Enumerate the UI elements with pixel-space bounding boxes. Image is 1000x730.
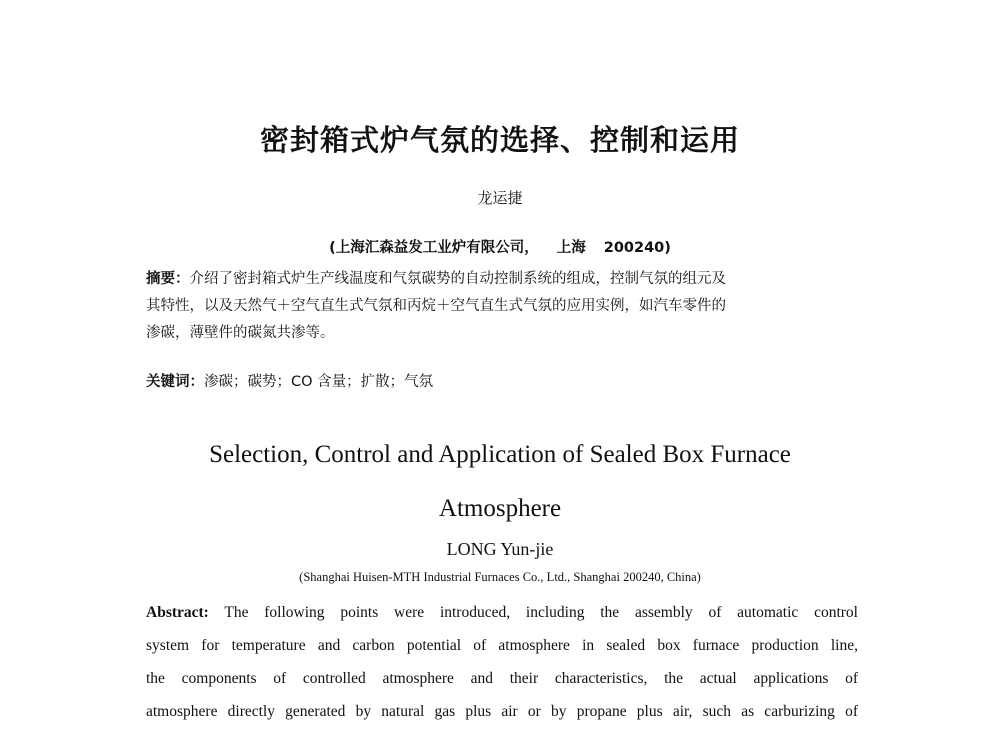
chinese-affiliation-city: 上海 (556, 240, 586, 256)
chinese-abstract (146, 266, 866, 347)
english-abstract-line: system for temperature and carbon potential of atmosphere in sealed box furnace production line, (146, 637, 858, 654)
chinese-author: 龙运捷 (477, 189, 523, 207)
chinese-abstract-line: 其特性，以及天然气＋空气直生式气氛和丙烷＋空气直生式气氛的应用实例，如汽车零件的 (146, 298, 726, 314)
english-abstract-line: the components of controlled atmosphere and their characteristics, the actual applications of (146, 670, 858, 687)
chinese-abstract-line (146, 266, 866, 293)
english-title-line-1: Selection, Control and Application of Sealed Box Furnace (209, 441, 791, 468)
chinese-abstract-text: 介绍了密封箱式炉生产线温度和气氛碳势的自动控制系统的组成，控制气氛的组元及 (189, 271, 726, 287)
english-affiliation: (Shanghai Huisen-MTH Industrial Furnaces Co., Ltd., Shanghai 200240, China) (299, 570, 701, 584)
english-author: LONG Yun-jie (446, 539, 554, 559)
chinese-abstract-label: 摘要： (146, 271, 190, 287)
chinese-abstract-line: 渗碳，薄壁件的碳氮共渗等。 (146, 325, 335, 341)
chinese-affiliation (0, 236, 1000, 257)
chinese-affiliation-postcode: 200240) (603, 240, 671, 256)
chinese-keywords-label: 关键词： (146, 374, 204, 390)
english-abstract-label: Abstract: (146, 604, 209, 621)
chinese-title: 密封箱式炉气氛的选择、控制和运用 (259, 123, 740, 157)
english-abstract-text: The following points were introduced, including the assembly of automatic control (224, 604, 858, 621)
chinese-keywords (146, 370, 433, 391)
chinese-keywords-text: 渗碳；碳势；CO 含量；扩散；气氛 (204, 374, 434, 390)
english-abstract (146, 596, 858, 728)
english-abstract-line: atmosphere directly generated by natural gas plus air or by propane plus air, such as carburizing of (146, 703, 858, 720)
english-abstract-line (146, 596, 858, 629)
chinese-affiliation-company: (上海汇森益发工业炉有限公司， (329, 240, 539, 256)
english-title-line-2: Atmosphere (438, 495, 562, 522)
